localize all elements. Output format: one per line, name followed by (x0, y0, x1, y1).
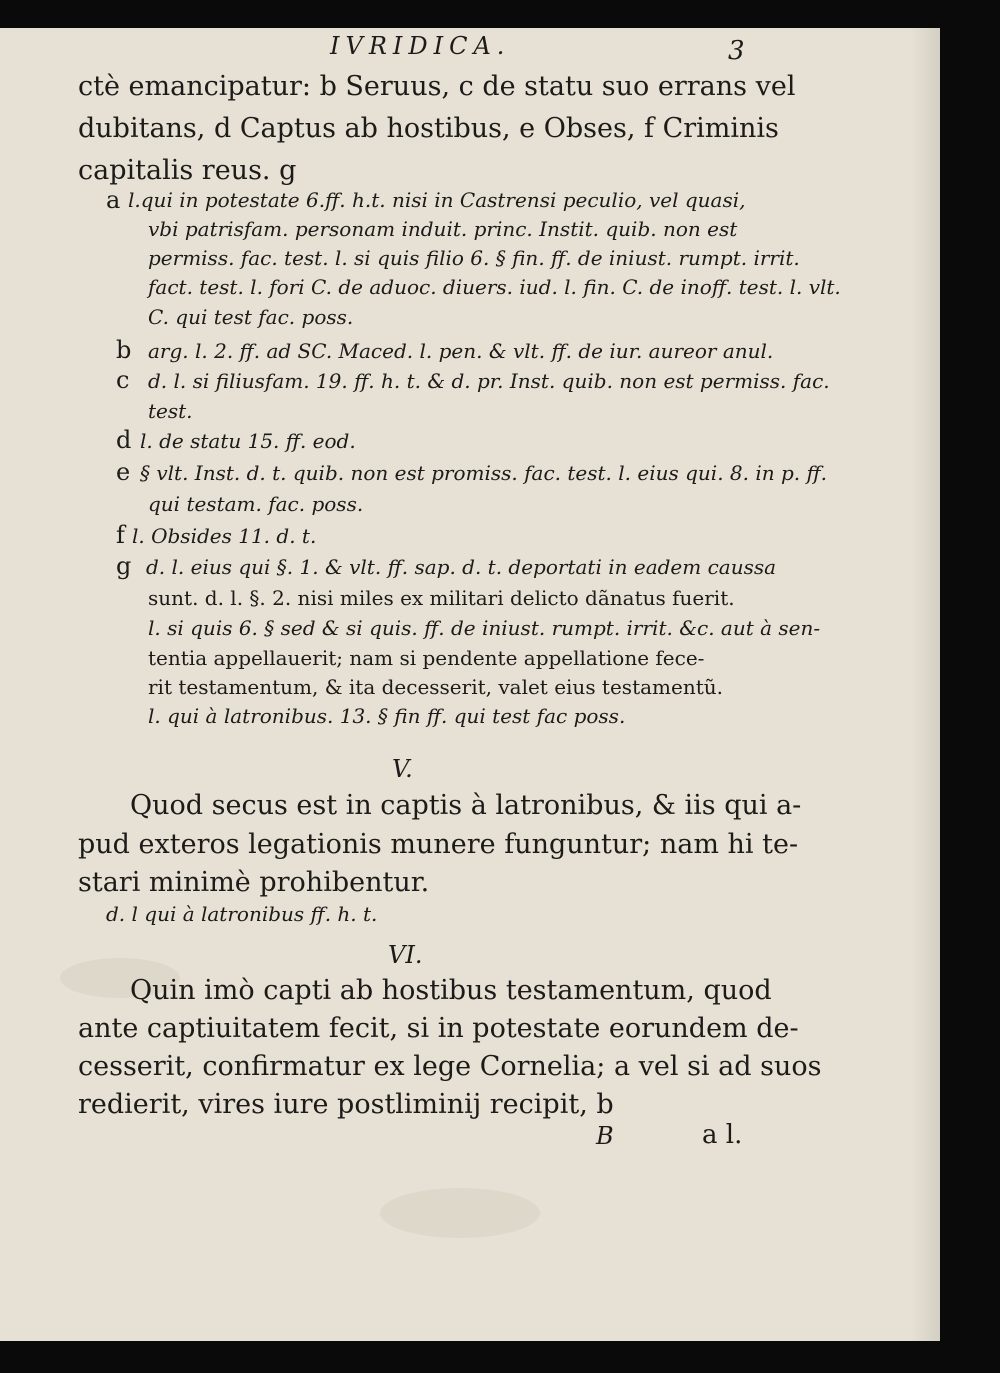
footnote-line: qui testam. fac. poss. (148, 492, 364, 516)
running-title: IVRIDICA. (330, 32, 511, 60)
footnote-marker: e (116, 458, 131, 486)
footnote-line: sunt. d. l. §. 2. nisi miles ex militari delicto dãnatus fuerit. (148, 586, 735, 610)
main-text-line: ctè emancipatur: b Seruus, c de statu suo errans vel (78, 71, 796, 102)
footnote-line: rit testamentum, & ita decesserit, valet eius testamentũ. (148, 675, 723, 699)
section-heading: VI. (388, 941, 423, 969)
book-page (0, 28, 940, 1341)
footnote-line: l. si quis 6. § sed & si quis. ff. de iniust. rumpt. irrit. &c. aut à sen- (148, 616, 821, 640)
footnote-line: fact. test. l. fori C. de aduoc. diuers. iud. l. fin. C. de inoff. test. l. vlt. (148, 275, 841, 299)
section-text-line: Quod secus est in captis à latronibus, & iis qui a- (130, 790, 802, 821)
footnote-line: l. Obsides 11. d. t. (132, 524, 317, 548)
section-text-line: Quin imò capti ab hostibus testamentum, quod (130, 975, 772, 1006)
footnote-line: test. (148, 399, 193, 423)
main-text-line: dubitans, d Captus ab hostibus, e Obses, f Criminis (78, 113, 779, 144)
main-text-line: capitalis reus. g (78, 155, 297, 186)
footnote-line: l. de statu 15. ff. eod. (140, 429, 356, 453)
section-text-line: stari minimè prohibentur. (78, 867, 430, 898)
page-number: 3 (728, 36, 745, 66)
footnote-line: d. l. si filiusfam. 19. ff. h. t. & d. pr. Inst. quib. non est permiss. fac. (148, 369, 830, 393)
footnote-line: l. qui à latronibus. 13. § fin ff. qui test fac poss. (148, 704, 626, 728)
footnote-line: C. qui test fac. poss. (148, 305, 354, 329)
footnote-line: § vlt. Inst. d. t. quib. non est promiss. fac. test. l. eius qui. 8. in p. ff. (140, 461, 828, 485)
footnote-marker: d (116, 426, 132, 454)
section-text-line: redierit, vires iure postliminij recipit, b (78, 1089, 614, 1120)
footnote-line: l.qui in potestate 6.ff. h.t. nisi in Castrensi peculio, vel quasi, (128, 188, 746, 212)
footnote-marker: a (106, 186, 121, 214)
footnote-line: vbi patrisfam. personam induit. princ. Instit. quib. non est (148, 217, 738, 241)
paper-stain (380, 1188, 540, 1238)
footnote-line: arg. l. 2. ff. ad SC. Maced. l. pen. & vlt. ff. de iur. aureor anul. (148, 339, 774, 363)
footnote-marker: c (116, 366, 130, 394)
signature-mark: B (596, 1122, 614, 1150)
section-text-line: cesserit, confirmatur ex lege Cornelia; a vel si ad suos (78, 1051, 822, 1082)
footnote-marker: b (116, 336, 132, 364)
catchword: a l. (702, 1120, 743, 1150)
footnote-line: permiss. fac. test. l. si quis filio 6. § fin. ff. de iniust. rumpt. irrit. (148, 246, 800, 270)
section-text-line: pud exteros legationis munere funguntur; nam hi te- (78, 829, 799, 860)
footnote-marker: f (116, 521, 125, 549)
footnote-line: d. l. eius qui §. 1. & vlt. ff. sap. d. t. deportati in eadem caussa (146, 555, 777, 579)
footnote-line: tentia appellauerit; nam si pendente appellatione fece- (148, 646, 705, 670)
section-note: d. l qui à latronibus ff. h. t. (106, 902, 378, 926)
section-text-line: ante captiuitatem fecit, si in potestate eorundem de- (78, 1013, 799, 1044)
section-heading: V. (392, 755, 413, 783)
footnote-marker: g (116, 552, 132, 580)
